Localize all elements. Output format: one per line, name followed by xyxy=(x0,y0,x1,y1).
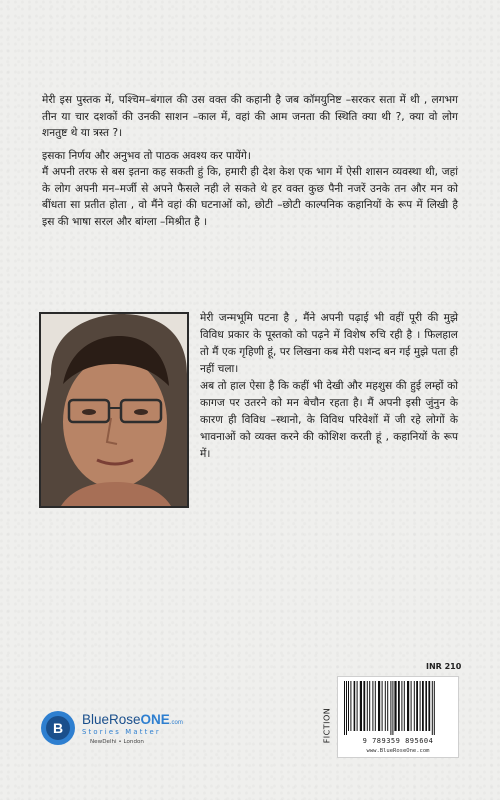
publisher-logo xyxy=(40,706,220,750)
barcode-bar xyxy=(385,681,386,731)
barcode-bar xyxy=(357,681,358,731)
barcode-bar xyxy=(401,681,402,731)
bluerose-logo-icon xyxy=(40,710,76,746)
logo-cities: NewDelhi • London xyxy=(90,739,144,745)
barcode-bar xyxy=(392,681,393,735)
intro-paragraph: इसका निर्णय और अनुभव तो पाठक अवश्य कर पायेंगे। xyxy=(42,149,251,162)
barcode-bar xyxy=(382,681,383,731)
logo-name-main: BlueRose xyxy=(82,712,141,727)
barcode-bar xyxy=(346,681,347,735)
barcode-bar xyxy=(407,681,409,731)
barcode-bar xyxy=(369,681,370,731)
barcode-bar xyxy=(348,681,349,731)
barcode-bar xyxy=(428,681,430,731)
author-photo xyxy=(39,312,189,508)
barcode-bar xyxy=(387,681,388,731)
barcode-bar xyxy=(425,681,427,731)
barcode-bar xyxy=(378,681,380,731)
barcode-bar xyxy=(394,681,396,731)
intro-text xyxy=(42,92,458,230)
barcode-bar xyxy=(344,681,345,735)
barcode-bar xyxy=(432,681,433,735)
logo-wordmark xyxy=(82,712,183,727)
barcode-bar xyxy=(372,681,373,731)
svg-text:B: B xyxy=(52,720,64,736)
barcode-bar xyxy=(375,681,376,731)
isbn-number: 9 789359 895604 xyxy=(362,737,434,745)
barcode-bar xyxy=(367,681,368,731)
barcode-bar xyxy=(363,681,365,731)
isbn-barcode xyxy=(337,676,459,758)
genre-text: FICTION xyxy=(322,707,332,743)
barcode-bar xyxy=(411,681,412,731)
bio-paragraph: अब तो हाल ऐसा है कि कहीं भी देखी और महशुस की हुई लम्हों को कागज पर उतरने को मन बेचौन रहता है। मैं अपनी इसी जुंनुन के कारण ही विविध –स्थानो, के विविध परिवेशों में जी रहे लोगों के भावनाओं को व्यक्त करने की कोशिश करती हूं , कहानियों के रूप में। xyxy=(200,380,458,460)
genre-label xyxy=(320,690,334,760)
barcode-bar xyxy=(404,681,405,731)
barcode-bar xyxy=(414,681,415,731)
barcode-bar xyxy=(420,681,421,731)
logo-tagline: Stories Matter xyxy=(82,728,161,736)
logo-name-suffix: .com xyxy=(169,720,183,726)
barcode-bars xyxy=(342,681,454,735)
bio-paragraph: मेरी जन्मभूमि पटना है , मैंने अपनी पढ़ाई भी वहीं पूरी की मुझे विविध प्रकार के पूस्तको को पढ़ने में विशेष रुचि रही है । फिलहाल तो मैं एक गृहिणी हूं, पर लिखना कब मेरी पशन्द बन गई मुझे पता ही नहीं चला। xyxy=(200,312,458,375)
publisher-website: www.BlueRoseOne.com xyxy=(366,748,430,754)
intro-paragraph: मैं अपनी तरफ से बस इतना कह सकती हुं कि, हमारी ही देश केश एक भाग में ऐसी शासन व्यवस्था थी, जहां के लोग अपनी मन–मर्जी से अपने फैसले नही ले सकते थे हर वक्त कुछ पैनी नजरें उनके तन और मन को बींधता सा प्रतीत होता , वो मैंने वहां की घटनाओं को, छोटी –छोटी काल्पनिक कहानियों के रूप में लिखी है इस की भाषा सरल और बांग्ला –मिश्रीत है । xyxy=(42,166,458,228)
intro-paragraph: मेरी इस पुस्तक में, पश्चिम–बंगाल की उस वक्त की कहानी है जब कॉमयुनिष्ट –सरकर सता में थी , लगभग तीन या चार दशकों की उनकी साशन –काल में, वहां की आम जनता की स्थिति क्या थी ?, क्या वो लोग शनतुष्ट थे या त्रस्त ?। xyxy=(42,94,458,139)
barcode-bar xyxy=(398,681,400,731)
barcode-bar xyxy=(390,681,391,735)
barcode-bar xyxy=(434,681,435,735)
barcode-bar xyxy=(416,681,418,731)
barcode-bar xyxy=(350,681,351,731)
price-label: INR 210 xyxy=(426,662,462,671)
barcode-bar xyxy=(360,681,362,731)
logo-name-accent: ONE xyxy=(140,712,170,727)
author-bio xyxy=(200,310,458,463)
barcode-bar xyxy=(422,681,424,731)
barcode-bar xyxy=(354,681,356,731)
